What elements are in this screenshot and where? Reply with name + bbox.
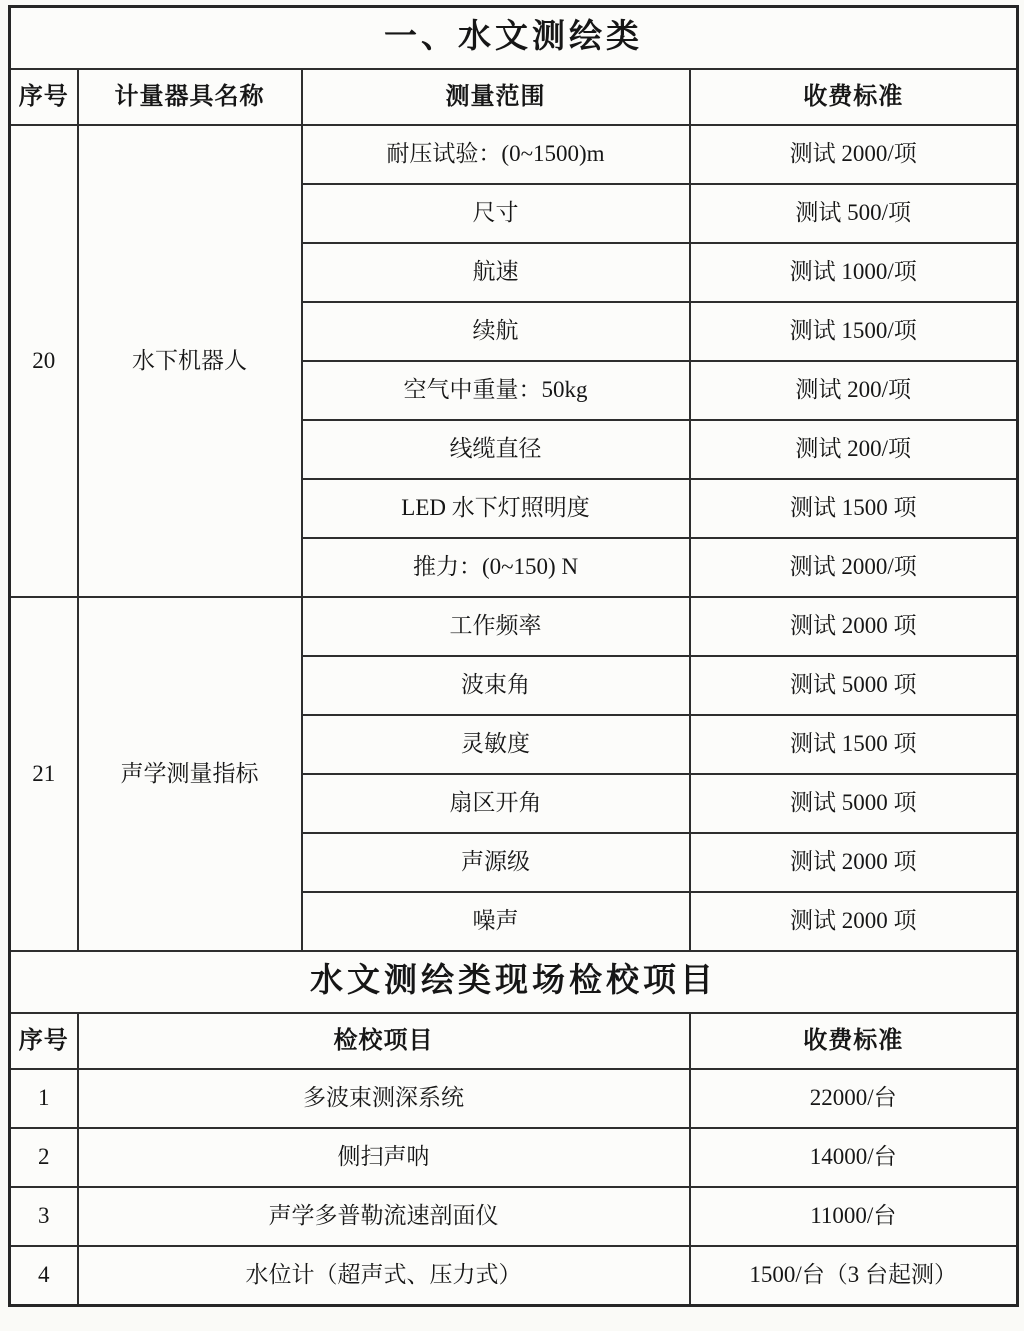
measure-range-cell: 扇区开角	[302, 774, 690, 833]
table-row	[10, 125, 1018, 184]
fee-schedule-table	[8, 5, 1019, 1307]
measure-range-cell: 工作频率	[302, 597, 690, 656]
check-item-cell: 多波束测深系统	[78, 1069, 690, 1128]
header2-check-item: 检校项目	[78, 1013, 690, 1069]
table-row	[10, 1069, 1018, 1128]
section2-title: 水文测绘类现场检校项目	[10, 951, 1018, 1013]
table-row	[10, 1187, 1018, 1246]
check-item-cell: 声学多普勒流速剖面仪	[78, 1187, 690, 1246]
header-fee-standard: 收费标准	[690, 69, 1018, 125]
measure-range-cell: 航速	[302, 243, 690, 302]
table-row	[10, 7, 1018, 70]
fee-cell: 测试 1000/项	[690, 243, 1018, 302]
measure-range-cell: 线缆直径	[302, 420, 690, 479]
measure-range-cell: LED 水下灯照明度	[302, 479, 690, 538]
row-seq-cell: 2	[10, 1128, 78, 1187]
check-item-cell: 水位计（超声式、压力式）	[78, 1246, 690, 1306]
section1-title: 一、水文测绘类	[10, 7, 1018, 70]
measure-range-cell: 波束角	[302, 656, 690, 715]
fee-cell: 测试 2000/项	[690, 538, 1018, 597]
measure-range-cell: 尺寸	[302, 184, 690, 243]
row-seq-cell: 4	[10, 1246, 78, 1306]
measure-range-cell: 灵敏度	[302, 715, 690, 774]
measure-range-cell: 耐压试验：(0~1500)m	[302, 125, 690, 184]
header-instrument-name: 计量器具名称	[78, 69, 302, 125]
fee-cell: 测试 200/项	[690, 420, 1018, 479]
fee-cell: 测试 2000 项	[690, 892, 1018, 951]
fee-cell: 测试 2000 项	[690, 833, 1018, 892]
header-seq: 序号	[10, 69, 78, 125]
fee-cell: 14000/台	[690, 1128, 1018, 1187]
fee-cell: 测试 1500/项	[690, 302, 1018, 361]
fee-cell: 测试 500/项	[690, 184, 1018, 243]
fee-cell: 测试 5000 项	[690, 656, 1018, 715]
table-row	[10, 1128, 1018, 1187]
fee-cell: 测试 200/项	[690, 361, 1018, 420]
header-measure-range: 测量范围	[302, 69, 690, 125]
table-row	[10, 69, 1018, 125]
header2-fee-standard: 收费标准	[690, 1013, 1018, 1069]
measure-range-cell: 声源级	[302, 833, 690, 892]
measure-range-cell: 续航	[302, 302, 690, 361]
instrument-name-cell: 水下机器人	[78, 125, 302, 597]
row-seq-cell: 1	[10, 1069, 78, 1128]
table-row	[10, 951, 1018, 1013]
group-seq-cell: 21	[10, 597, 78, 951]
fee-cell: 测试 1500 项	[690, 715, 1018, 774]
measure-range-cell: 噪声	[302, 892, 690, 951]
measure-range-cell: 空气中重量：50kg	[302, 361, 690, 420]
row-seq-cell: 3	[10, 1187, 78, 1246]
fee-cell: 测试 5000 项	[690, 774, 1018, 833]
fee-cell: 测试 1500 项	[690, 479, 1018, 538]
group-seq-cell: 20	[10, 125, 78, 597]
fee-cell: 测试 2000/项	[690, 125, 1018, 184]
fee-cell: 11000/台	[690, 1187, 1018, 1246]
measure-range-cell: 推力：(0~150) N	[302, 538, 690, 597]
fee-cell: 22000/台	[690, 1069, 1018, 1128]
fee-cell: 测试 2000 项	[690, 597, 1018, 656]
check-item-cell: 侧扫声呐	[78, 1128, 690, 1187]
table-row	[10, 1013, 1018, 1069]
table-row	[10, 1246, 1018, 1306]
fee-cell: 1500/台（3 台起测）	[690, 1246, 1018, 1306]
table-row	[10, 597, 1018, 656]
header2-seq: 序号	[10, 1013, 78, 1069]
instrument-name-cell: 声学测量指标	[78, 597, 302, 951]
